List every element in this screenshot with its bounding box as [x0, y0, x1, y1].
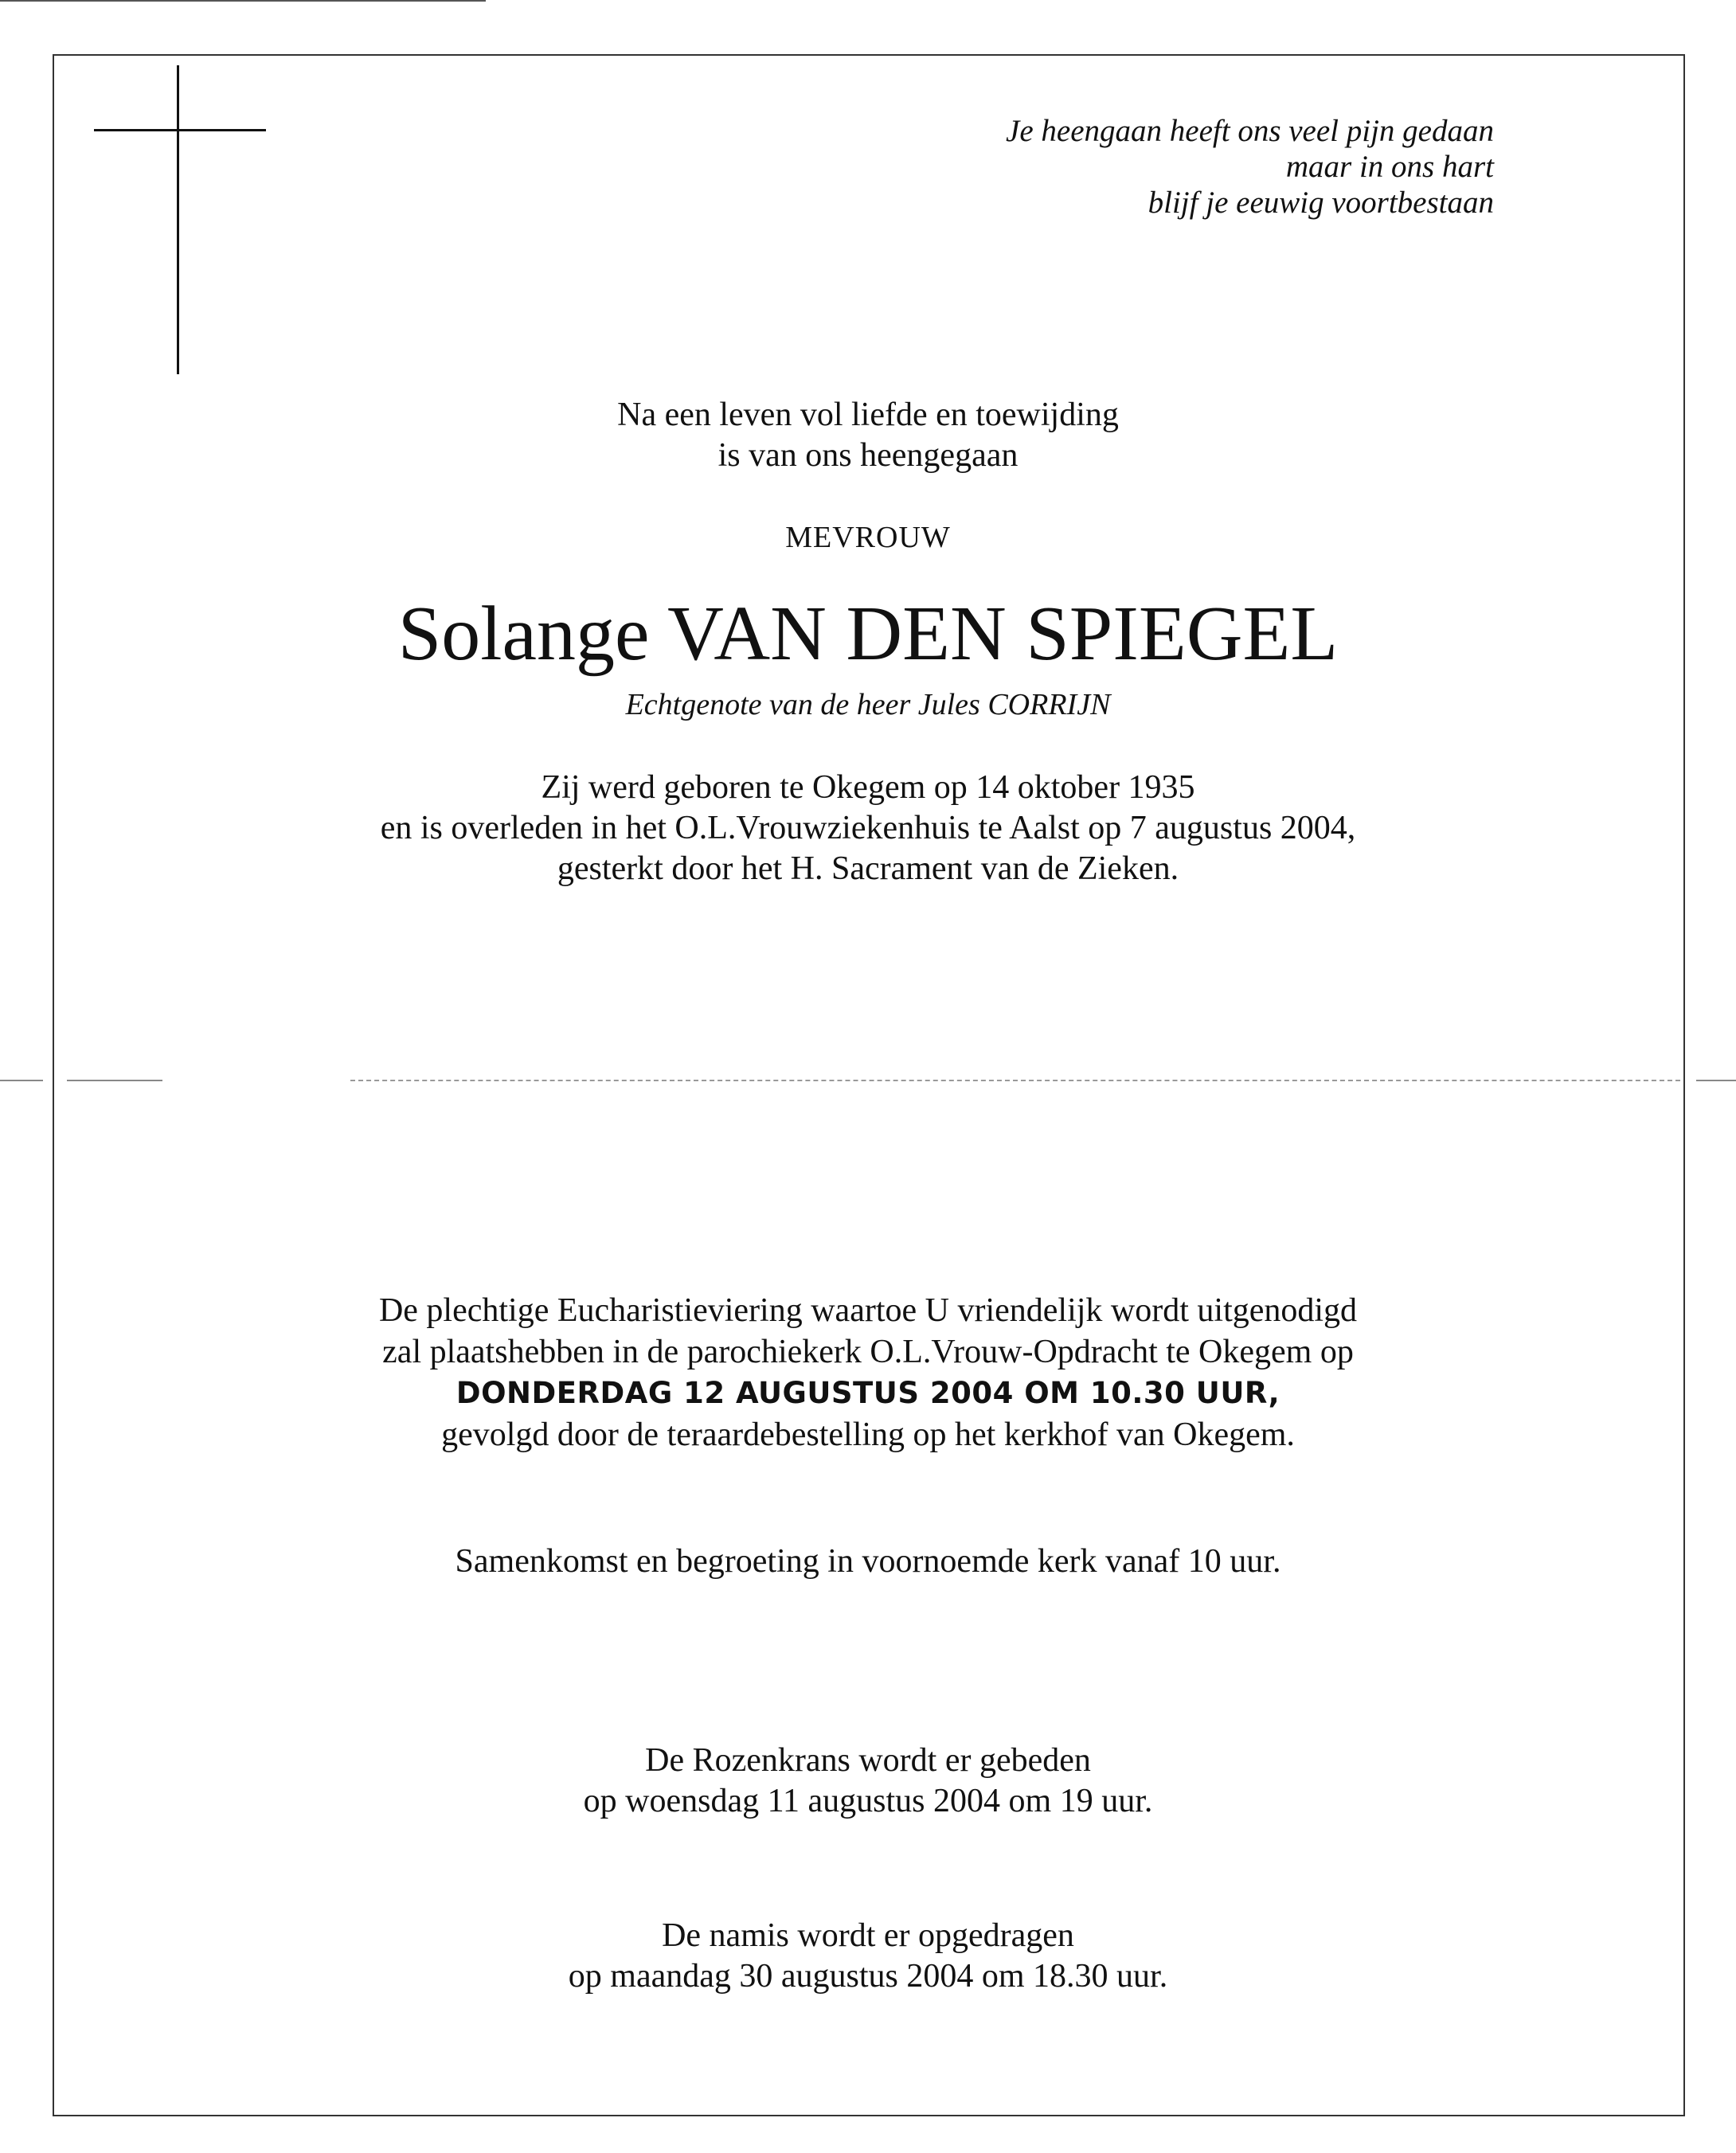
intro-line: is van ons heengegaan: [717, 437, 1019, 474]
scan-edge-line: [0, 0, 486, 2]
poem-line: Je heengaan heeft ons veel pijn gedaan: [1006, 114, 1494, 148]
rosary-text: [0, 1741, 1736, 1822]
rosary-line: op woensdag 11 augustus 2004 om 19 uur.: [583, 1783, 1153, 1819]
cross-icon-horizontal: [94, 129, 266, 131]
life-dates-line: en is overleden in het O.L.Vrouwziekenhuis te Aalst op 7 augustus 2004,: [380, 810, 1356, 846]
mass-line: op maandag 30 augustus 2004 om 18.30 uur.: [568, 1958, 1168, 1995]
fold-line: [350, 1080, 1680, 1081]
ceremony-announcement: [0, 1290, 1736, 1456]
life-dates: [0, 768, 1736, 889]
fold-line: [0, 1080, 43, 1081]
mass-line: De namis wordt er opgedragen: [662, 1917, 1074, 1954]
rosary-line: De Rozenkrans wordt er gebeden: [645, 1742, 1091, 1779]
poem-line: maar in ons hart: [1285, 150, 1494, 184]
memorial-poem: [777, 113, 1494, 221]
mass-text: [0, 1916, 1736, 1997]
spouse-line: Echtgenote van de heer Jules CORRIJN: [625, 688, 1111, 721]
life-dates-line: gesterkt door het H. Sacrament van de Zieken.: [557, 850, 1179, 887]
ceremony-line: De plechtige Eucharistieviering waartoe U vriendelijk wordt uitgenodigd: [378, 1292, 1358, 1329]
ceremony-date-emphasis: DONDERDAG 12 AUGUSTUS 2004 OM 10.30 UUR,: [456, 1376, 1280, 1410]
ceremony-line: zal plaatshebben in de parochiekerk O.L.Vrouw-Opdracht te Okegem op: [382, 1334, 1354, 1370]
fold-line: [1696, 1080, 1736, 1081]
meeting-text: Samenkomst en begroeting in voornoemde kerk vanaf 10 uur.: [455, 1543, 1281, 1580]
intro-line: Na een leven vol liefde en toewijding: [617, 397, 1119, 433]
fold-line: [67, 1080, 162, 1081]
poem-line: blijf je eeuwig voortbestaan: [1148, 186, 1494, 220]
cross-icon-vertical: [177, 65, 179, 374]
deceased-name: Solange VAN DEN SPIEGEL: [397, 591, 1339, 677]
intro-text: [0, 395, 1736, 476]
life-dates-line: Zij werd geboren te Okegem op 14 oktober 1935: [541, 769, 1195, 806]
ceremony-line: gevolgd door de teraardebestelling op het kerkhof van Okegem.: [441, 1416, 1295, 1453]
honorific: MEVROUW: [785, 521, 951, 554]
